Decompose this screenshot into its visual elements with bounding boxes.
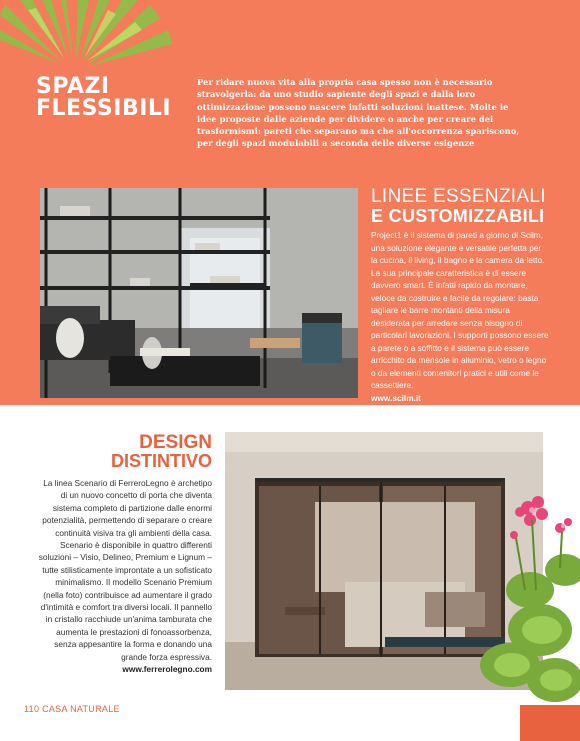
magazine-name: CASA NATURALE xyxy=(42,704,120,714)
article1-body xyxy=(371,229,549,404)
article2-heading-bold: DISTINTIVO xyxy=(110,451,212,471)
article2-body-text: La linea Scenario di FerreroLegno è archetipo di un nuovo concetto di porta che diventa sistema completo di partizione dalle enormi potenzialità, permettendo di separare o creare continuità visiva tra gli ambienti della casa. Scenario è disponibile in quattro differenti soluzioni – Visio, Delineo, Premium e Lignum – tutte stilisticamente improntate a un sofisticato minimalismo. Il modello Scenario Premium (nella foto) contribuisce ad aumentare il grado d'intimità e comfort tra diversi locali. Il pannello in cristallo racchiude un'anima tamburata che aumenta le prestazioni di fonoassorbenza, senza appesantire la forma e donando una grande forza espressiva. xyxy=(38,478,212,662)
shelving-room-photo xyxy=(40,188,358,398)
article1-body-text: Project1 è il sistema di pareti a giorno di Scilm, una soluzione elegante e versatile perfetta per la cucina, il living, il bagno e la camera da letto. La sua principale caratteristica è di essere davvero smart. È infatti rapido da montare, veloce da costruire e facile da regolare: basta tagliare le barre montanti della misura desiderata per arredare senza bisogno di particolari lavorazioni. I supporti possono essere a parete o a soffitto e il sistema può essere arricchito da mensole in alluminio, vetro o legno o da elementi contenitori pratici e utili come le cassettiere. xyxy=(371,230,549,390)
page-number: 110 xyxy=(24,704,40,714)
article1-heading-bold: E CUSTOMIZZABILI xyxy=(371,206,545,226)
page-footer xyxy=(24,704,120,714)
main-title xyxy=(36,76,176,120)
article2-heading-light: DESIGN xyxy=(139,432,212,453)
article1-url-link[interactable]: www.scilm.it xyxy=(371,392,421,403)
article2-url-link[interactable]: www.ferrerolegno.com xyxy=(122,664,212,675)
main-title-line1: SPAZI xyxy=(36,74,110,99)
article1-heading-light: LINEE ESSENZIALI xyxy=(371,186,546,207)
flower-plant-decoration xyxy=(470,480,580,741)
intro-paragraph: Per ridare nuova vita alla propria casa spesso non è necessario stravolgerla: da uno studio sapiente degli spazi e dalla loro ottimizzazione possono nascere infatti soluzioni inattese. Molte le idee proposte dalle aziende per dividere o anche per creare dei trasformismi: pareti che separano ma che all'occorrenza spariscono, per degli spazi modulabili a seconda delle diverse esigenze xyxy=(197,77,520,149)
main-title-line2: FLESSIBILI xyxy=(36,96,172,121)
article2-body xyxy=(36,477,212,676)
